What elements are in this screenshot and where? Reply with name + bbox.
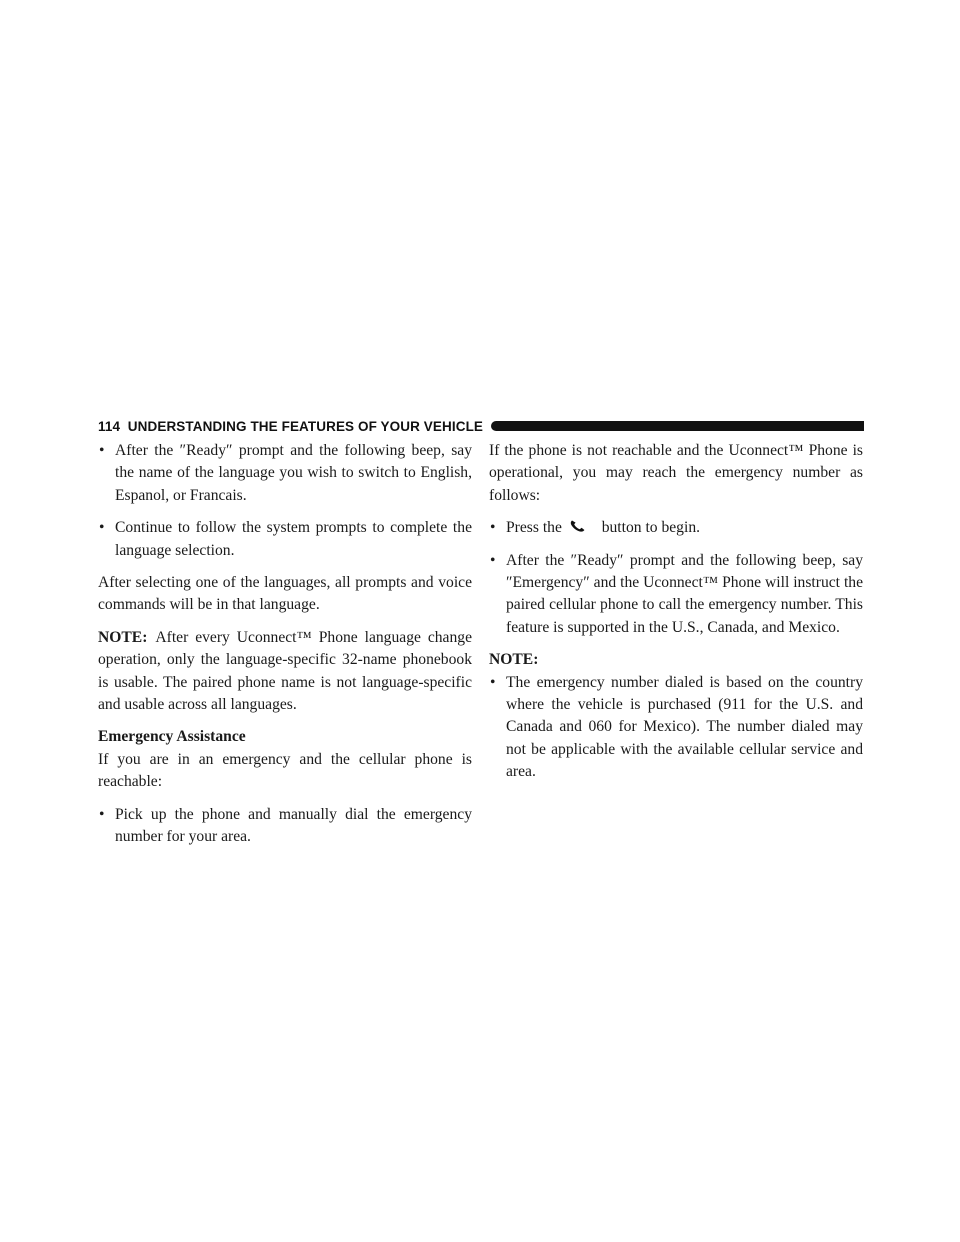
header-text	[98, 419, 483, 434]
bullet-text: The emergency number dialed is based on the country where the vehicle is purchased (911 for the U.S. and Canada and 060 for Mexico). The number dialed may not be applicable with the available cellular service and area.	[506, 673, 863, 781]
section-heading: Emergency Assistance	[98, 728, 246, 746]
page-number: 114	[98, 418, 121, 434]
bullet-item	[98, 804, 472, 849]
paragraph: If the phone is not reachable and the Uconnect™ Phone is operational, you may reach the emergency number as follows:	[489, 442, 863, 504]
bullet-text-post: button to begin.	[601, 519, 701, 537]
note-paragraph	[98, 627, 472, 717]
bullet-text: Continue to follow the system prompts to complete the language selection.	[115, 519, 472, 559]
bullet-dot: •	[99, 805, 105, 823]
header-rule	[491, 421, 864, 431]
note-text: After every Uconnect™ Phone language change operation, only the language-specific 32-name phonebook is usable. The paired phone name is not language-specific and usable across all languages.	[98, 628, 472, 714]
bullet-text: After the ″Ready″ prompt and the following beep, say the name of the language you wish to switch to English, Espanol, or Francais.	[115, 442, 472, 504]
paragraph: After selecting one of the languages, all prompts and voice commands will be in that language.	[98, 574, 472, 614]
bullet-dot: •	[490, 673, 496, 691]
bullet-text: After the ″Ready″ prompt and the following beep, say ″Emergency″ and the Uconnect™ Phone will instruct the paired cellular phone to call the emergency number. This feature is supported in the U.S., Canada, and Mexico.	[506, 551, 863, 636]
bullet-item	[98, 517, 472, 562]
bullet-text: Pick up the phone and manually dial the emergency number for your area.	[115, 805, 472, 846]
paragraph: If you are in an emergency and the cellular phone is reachable:	[98, 750, 472, 791]
bullet-dot: •	[99, 519, 105, 537]
phone-icon	[568, 519, 590, 533]
bullet-dot: •	[490, 519, 496, 537]
bullet-item	[98, 440, 472, 507]
right-column	[489, 440, 863, 794]
left-column	[98, 440, 472, 859]
bullet-dot: •	[490, 551, 496, 569]
bullet-dot: •	[99, 442, 105, 459]
note-label: NOTE:	[489, 651, 539, 669]
note-label: NOTE:	[98, 628, 148, 646]
bullet-item	[489, 550, 863, 640]
bullet-item	[489, 672, 863, 784]
bullet-item	[489, 517, 863, 539]
section-title: UNDERSTANDING THE FEATURES OF YOUR VEHICLE	[127, 418, 484, 434]
page-header	[98, 418, 864, 434]
bullet-text-pre: Press the	[506, 519, 562, 537]
